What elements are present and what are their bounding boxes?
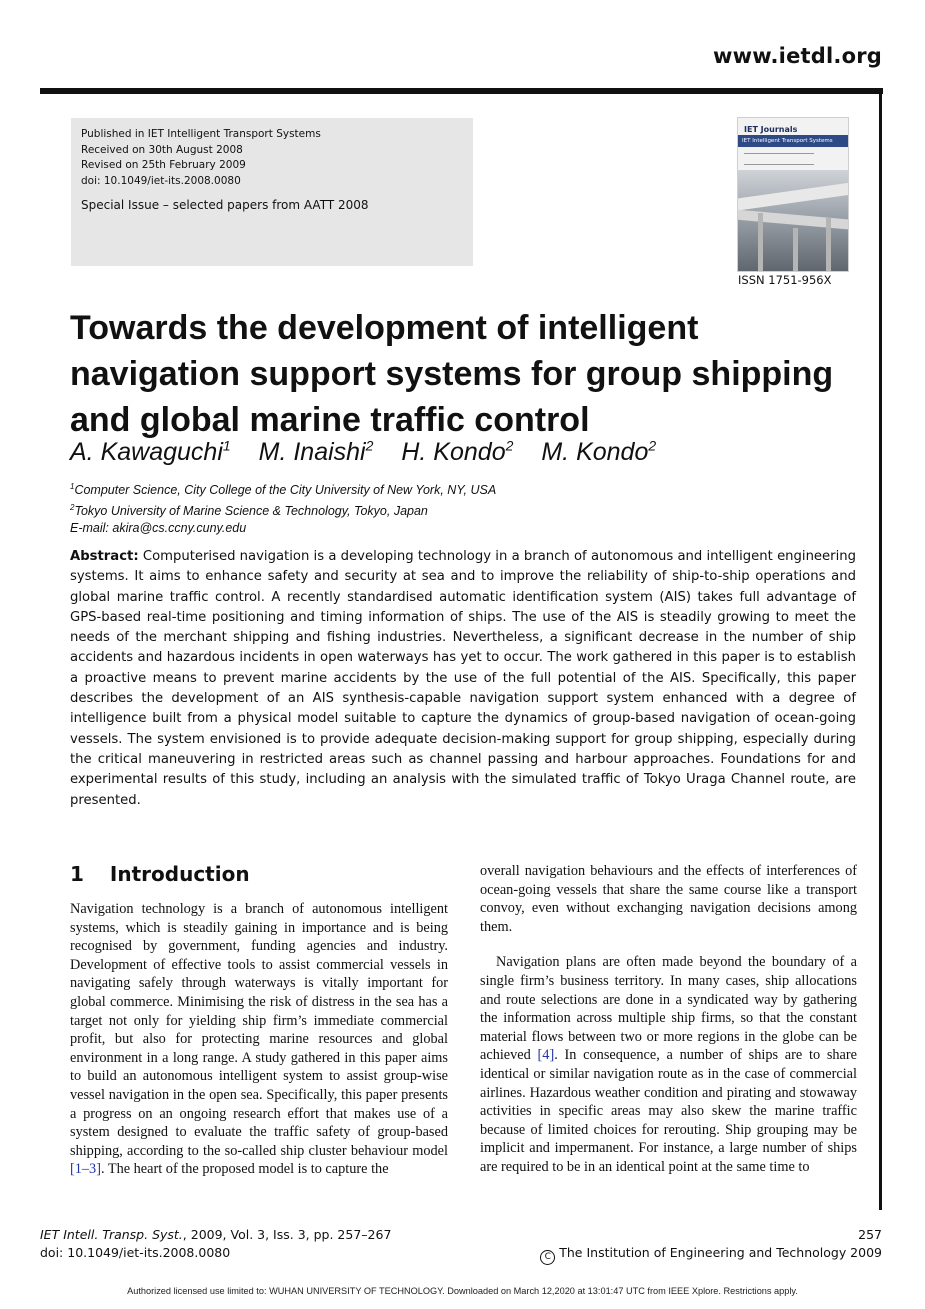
affiliation-mark: 2 bbox=[70, 503, 75, 513]
body-paragraph bbox=[70, 900, 448, 1179]
body-paragraph: overall navigation behaviours and the effects of interferences of ocean-going vessels that share the same course like a transport convoy, even without exchanging navigation decisions among them. bbox=[480, 863, 857, 935]
body-column-right bbox=[480, 862, 857, 1177]
author-affil-mark: 2 bbox=[648, 438, 657, 454]
abstract bbox=[70, 547, 856, 811]
author bbox=[70, 438, 231, 466]
affiliations bbox=[70, 478, 496, 537]
paper-title: Towards the development of intelligent navigation support systems for group shipping and global marine traffic control bbox=[70, 309, 834, 439]
license-notice: Authorized licensed use limited to: WUHAN UNIVERSITY OF TECHNOLOGY. Downloaded on March 12,2020 at 13:01:47 UTC from IEEE Xplore. Restrictions apply. bbox=[127, 1286, 798, 1296]
footer-journal-name: IET Intell. Transp. Syst. bbox=[40, 1227, 183, 1242]
author bbox=[541, 438, 656, 466]
cover-band: IET Intelligent Transport Systems bbox=[738, 135, 848, 147]
site-url[interactable]: www.ietdl.org bbox=[713, 44, 882, 68]
section-number: 1 bbox=[70, 862, 84, 886]
overpass-ramp bbox=[737, 180, 849, 211]
journal-cover-image bbox=[737, 117, 849, 272]
issn: ISSN 1751-956X bbox=[738, 273, 832, 287]
affiliation-mark: 1 bbox=[70, 482, 75, 491]
footer-doi: doi: 10.1049/iet-its.2008.0080 bbox=[40, 1245, 231, 1260]
body-paragraph bbox=[480, 953, 857, 1176]
header-rule bbox=[40, 88, 883, 94]
section-heading bbox=[70, 862, 250, 886]
paragraph-text: . The heart of the proposed model is to capture the bbox=[100, 1161, 389, 1178]
author-affil-mark: 2 bbox=[505, 438, 514, 454]
publication-info-box bbox=[71, 118, 473, 266]
affiliation bbox=[70, 499, 496, 520]
cover-brand: IET Journals bbox=[744, 125, 798, 134]
author-email[interactable]: E-mail: akira@cs.ccny.cuny.edu bbox=[70, 521, 247, 536]
paragraph-text: Navigation technology is a branch of autonomous intelligent systems, which is steadily gaining in importance and is being recognised by government, funding agencies and industry. Development of effective tools to assist commercial vessels in navigating safely through waterways is vitally important for global commerce. Minimising the risk of distress in the sea has a target not only for yielding ship firm’s immediate commercial profit, but also for protecting marine resources and global environment in a long range. A study gathered in this paper aims to build an autonomous intelligent system to assist group-wise vessel navigation in the open sea. Specifically, this paper presents a progress on an ongoing research effort that makes use of a system designed to evaluate the traffic safety of group-based shipping, according to the so-called ship cluster behaviour model bbox=[70, 901, 448, 1159]
cover-text-lines bbox=[744, 153, 814, 165]
author-name: M. Kondo bbox=[541, 438, 649, 467]
affiliation-text: Computer Science, City College of the City University of New York, NY, USA bbox=[74, 483, 497, 498]
paragraph-text: . In consequence, a number of ships are to share identical or similar navigation route as in the case of commercial airlines. Hazardous weather condition and pirating and stowaway activities in specific areas may also skew the marine traffic because of limited choices for rerouting. Ship grouping may be implicit and impermanent. For instance, a large number of ships are required to be in an identical point at the same time to bbox=[480, 1047, 858, 1175]
overpass-pillar bbox=[758, 213, 763, 272]
received-date: Received on 30th August 2008 bbox=[81, 143, 243, 156]
page-number: 257 bbox=[858, 1227, 882, 1242]
footer-journal-line bbox=[40, 1226, 391, 1244]
overpass-pillar bbox=[826, 218, 831, 272]
doi-line: doi: 10.1049/iet-its.2008.0080 bbox=[81, 174, 241, 187]
author-name: H. Kondo bbox=[401, 438, 506, 467]
right-margin-rule bbox=[879, 88, 882, 1210]
author bbox=[259, 438, 374, 466]
special-issue: Special Issue – selected papers from AATT 2008 bbox=[81, 198, 369, 212]
abstract-label: Abstract: bbox=[70, 549, 139, 564]
section-title: Introduction bbox=[109, 862, 250, 886]
footer-citation bbox=[40, 1226, 391, 1262]
copyright-text: The Institution of Engineering and Technology 2009 bbox=[559, 1245, 882, 1260]
citation-link[interactable]: [4] bbox=[537, 1047, 555, 1064]
paragraph-text: Navigation plans are often made beyond the boundary of a single firm’s business territory. In many cases, ship allocations and route selections are done in a syndicated way by gathering the information across multiple ship firms, so that the constant material flows between two or more regions in the globe can be achieved bbox=[480, 954, 857, 1064]
author-affil-mark: 1 bbox=[222, 438, 231, 454]
affiliation-text: Tokyo University of Marine Science & Technology, Tokyo, Japan bbox=[74, 504, 428, 519]
author-affil-mark: 2 bbox=[365, 438, 374, 454]
author-list bbox=[70, 438, 677, 467]
copyright-line bbox=[540, 1244, 882, 1265]
author-name: M. Inaishi bbox=[258, 438, 366, 467]
overpass-pillar bbox=[793, 228, 798, 272]
affiliation bbox=[70, 478, 496, 499]
footer-right bbox=[540, 1226, 882, 1265]
footer-volume-info: , 2009, Vol. 3, Iss. 3, pp. 257–267 bbox=[182, 1227, 392, 1242]
citation-link[interactable]: [1–3] bbox=[70, 1161, 101, 1178]
revised-date: Revised on 25th February 2009 bbox=[81, 159, 246, 171]
body-column-left bbox=[70, 900, 448, 1179]
author bbox=[401, 438, 513, 466]
copyright-icon: C bbox=[540, 1250, 555, 1265]
abstract-text: Computerised navigation is a developing technology in a branch of autonomous and intelligent engineering systems. It aims to enhance safety and security at sea and to improve the reliability of ship-to-ship operations and global marine traffic control. A recently standardised automatic identification system (AIS) takes full advantage of GPS-based real-time positioning and timing information of ships. The use of the AIS is steadily growing to meet the needs of the merchant shipping and fishing industries. Nevertheless, a significant decrease in the number of ship accidents and hazardous incidents in open waterways has yet to occur. The work gathered in this paper is to establish a proactive means to prevent marine accidents by the use of the full potential of the AIS. Specifically, this paper describes the development of an AIS synthesis-capable navigation support system enhanced with a degree of intelligence built from a physical model suitable to capture the dynamics of group-based navigation of ocean-going vessels. The system envisioned is to provide adequate decision-making support for group shipping, especially during the critical maneuvering in restricted areas such as channel passing and harbour approaches. Foundations for and experimental results of this study, including an analysis with the simulated traffic of Tokyo Uraga Channel route, are presented. bbox=[70, 549, 856, 808]
published-in: Published in IET Intelligent Transport Systems bbox=[81, 128, 321, 140]
author-name: A. Kawaguchi bbox=[70, 438, 223, 467]
cover-highway-photo bbox=[738, 170, 849, 272]
